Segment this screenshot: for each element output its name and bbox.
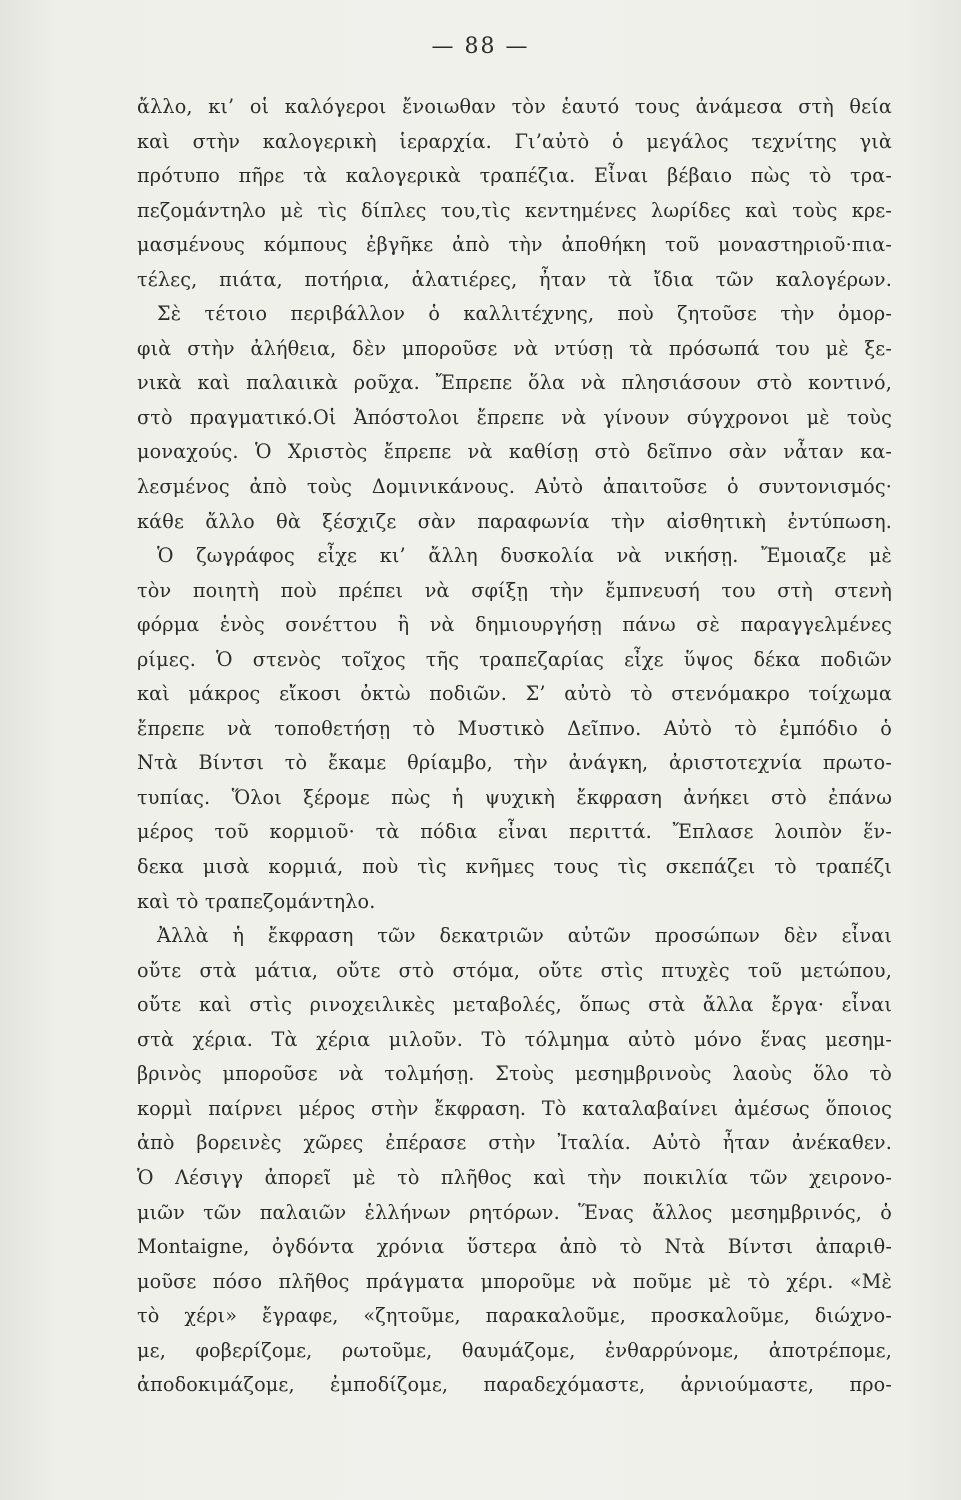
text-line: με, φοβερίζομε, ρωτοῦμε, θαυμάζομε, ἐνθαρρύνομε, ἀποτρέπομε, bbox=[137, 1338, 892, 1362]
text-line: καὶ μάκρος εἴκοσι ὀκτὼ ποδιῶν. Σ’ αὐτὸ τὸ στενόμακρο τοίχωμα bbox=[137, 682, 892, 706]
text-line: πεζομάντηλο μὲ τὶς δίπλες του,τὶς κεντημένες λωρίδες καὶ τοὺς κρε- bbox=[137, 198, 892, 222]
text-line: νικὰ καὶ παλαιικὰ ροῦχα. Ἔπρεπε ὅλα νὰ πλησιάσουν στὸ κοντινό, bbox=[137, 371, 892, 395]
text-line: κορμὶ παίρνει μέρος στὴν ἔκφραση. Τὸ καταλαβαίνει ἀμέσως ὅποιος bbox=[137, 1096, 892, 1120]
text-line: οὔτε στὰ μάτια, οὔτε στὸ στόμα, οὔτε στὶς πτυχὲς τοῦ μετώπου, bbox=[137, 958, 892, 982]
text-line: καὶ τὸ τραπεζομάντηλο. bbox=[137, 889, 376, 913]
text-line: μέρος τοῦ κορμιοῦ· τὰ πόδια εἶναι περιττά. Ἔπλασε λοιπὸν ἕν- bbox=[137, 820, 892, 844]
text-line: κάθε ἄλλο θὰ ξέσχιζε σὰν παραφωνία τὴν αἰσθητικὴ ἐντύπωση. bbox=[137, 509, 892, 533]
text-line: ἄλλο, κι’ οἱ καλόγεροι ἔνοιωθαν τὸν ἑαυτό τους ἀνάμεσα στὴ θεία bbox=[137, 95, 892, 118]
text-line: ἔπρεπε νὰ τοποθετήσῃ τὸ Μυστικὸ Δεῖπνο. Αὐτὸ τὸ ἐμπόδιο ὁ bbox=[137, 716, 892, 740]
text-line: Ντὰ Βίντσι τὸ ἔκαμε θρίαμβο, τὴν ἀνάγκη, ἀριστοτεχνία πρωτο- bbox=[137, 751, 892, 775]
text-line: μιῶν τῶν παλαιῶν ἑλλήνων ρητόρων. Ἕνας ἄλλος μεσημβρινός, ὁ bbox=[137, 1200, 892, 1224]
text-line: μοναχούς. Ὁ Χριστὸς ἔπρεπε νὰ καθίσῃ στὸ δεῖπνο σὰν νἆταν κα- bbox=[137, 440, 892, 464]
text-line: λεσμένος ἀπὸ τοὺς Δομινικάνους. Αὐτὸ ἀπαιτοῦσε ὁ συντονισμός· bbox=[137, 475, 892, 499]
text-line: Ὁ ζωγράφος εἶχε κι’ ἄλλη δυσκολία νὰ νικήσῃ. Ἔμοιαζε μὲ bbox=[157, 544, 892, 568]
text-line: καὶ στὴν καλογερικὴ ἱεραρχία. Γι’αὐτὸ ὁ μεγάλος τεχνίτης γιὰ bbox=[137, 129, 892, 153]
text-line: δεκα μισὰ κορμιά, ποὺ τὶς κνῆμες τους τὶς σκεπάζει τὸ τραπέζι bbox=[137, 855, 892, 879]
text-line: τέλες, πιάτα, ποτήρια, ἁλατιέρες, ἦταν τὰ ἴδια τῶν καλογέρων. bbox=[137, 267, 892, 291]
text-line: τυπίας. Ὅλοι ξέρομε πὼς ἡ ψυχικὴ ἔκφραση ἀνήκει στὸ ἐπάνω bbox=[137, 785, 892, 809]
text-line: φόρμα ἑνὸς σονέττου ἢ νὰ δημιουργήσῃ πάνω σὲ παραγγελμένες bbox=[137, 613, 892, 637]
text-line: Σὲ τέτοιο περιβάλλον ὁ καλλιτέχνης, ποὺ ζητοῦσε τὴν ὀμορ- bbox=[157, 302, 892, 326]
page-number: — 88 — bbox=[431, 34, 530, 59]
text-line: ἀποδοκιμάζομε, ἐμποδίζομε, παραδεχόμαστε, ἀρνιούμαστε, προ- bbox=[137, 1373, 892, 1397]
text-line: στὸ πραγματικό.Οἱ Ἀπόστολοι ἔπρεπε νὰ γίνουν σύγχρονοι μὲ τοὺς bbox=[137, 405, 892, 429]
text-line: Montaigne, ὀγδόντα χρόνια ὕστερα ἀπὸ τὸ Ντὰ Βίντσι ἀπαριθ- bbox=[137, 1235, 892, 1259]
text-line: Ὁ Λέσιγγ ἀπορεῖ μὲ τὸ πλῆθος καὶ τὴν ποικιλία τῶν χειρονο- bbox=[137, 1165, 892, 1189]
text-line: τὸ χέρι» ἔγραφε, «ζητοῦμε, παρακαλοῦμε, προσκαλοῦμε, διώχνο- bbox=[137, 1304, 892, 1328]
text-line: ἀπὸ βορεινὲς χῶρες ἐπέρασε στὴν Ἰταλία. Αὐτὸ ἦταν ἀνέκαθεν. bbox=[137, 1131, 892, 1155]
text-line: ρίμες. Ὁ στενὸς τοῖχος τῆς τραπεζαρίας εἶχε ὕψος δέκα ποδιῶν bbox=[137, 647, 892, 671]
text-line: πρότυπο πῆρε τὰ καλογερικὰ τραπέζια. Εἶναι βέβαιο πὼς τὸ τρα- bbox=[137, 164, 892, 188]
text-line: βρινὸς μποροῦσε νὰ τολμήσῃ. Στοὺς μεσημβρινοὺς λαοὺς ὅλο τὸ bbox=[137, 1062, 892, 1086]
text-line: φιὰ στὴν ἀλήθεια, δὲν μποροῦσε νὰ ντύσῃ τὰ πρόσωπά του μὲ ξε- bbox=[137, 336, 892, 360]
body-text bbox=[137, 90, 892, 1403]
text-line: μασμένους κόμπους ἐβγῆκε ἀπὸ τὴν ἀποθήκη τοῦ μοναστηριοῦ·πια- bbox=[137, 233, 892, 257]
text-line: μοῦσε πόσο πλῆθος πράγματα μποροῦμε νὰ ποῦμε μὲ τὸ χέρι. «Μὲ bbox=[137, 1269, 892, 1293]
text-line: Ἀλλὰ ἡ ἔκφραση τῶν δεκατριῶν αὐτῶν προσώπων δὲν εἶναι bbox=[157, 924, 892, 948]
text-line: οὔτε καὶ στὶς ρινοχειλικὲς μεταβολές, ὅπως στὰ ἄλλα ἔργα· εἶναι bbox=[137, 993, 892, 1017]
text-line: στὰ χέρια. Τὰ χέρια μιλοῦν. Τὸ τόλμημα αὐτὸ μόνο ἕνας μεσημ- bbox=[137, 1027, 892, 1051]
text-line: τὸν ποιητὴ ποὺ πρέπει νὰ σφίξῃ τὴν ἔμπνευσή του στὴ στενὴ bbox=[137, 578, 892, 602]
